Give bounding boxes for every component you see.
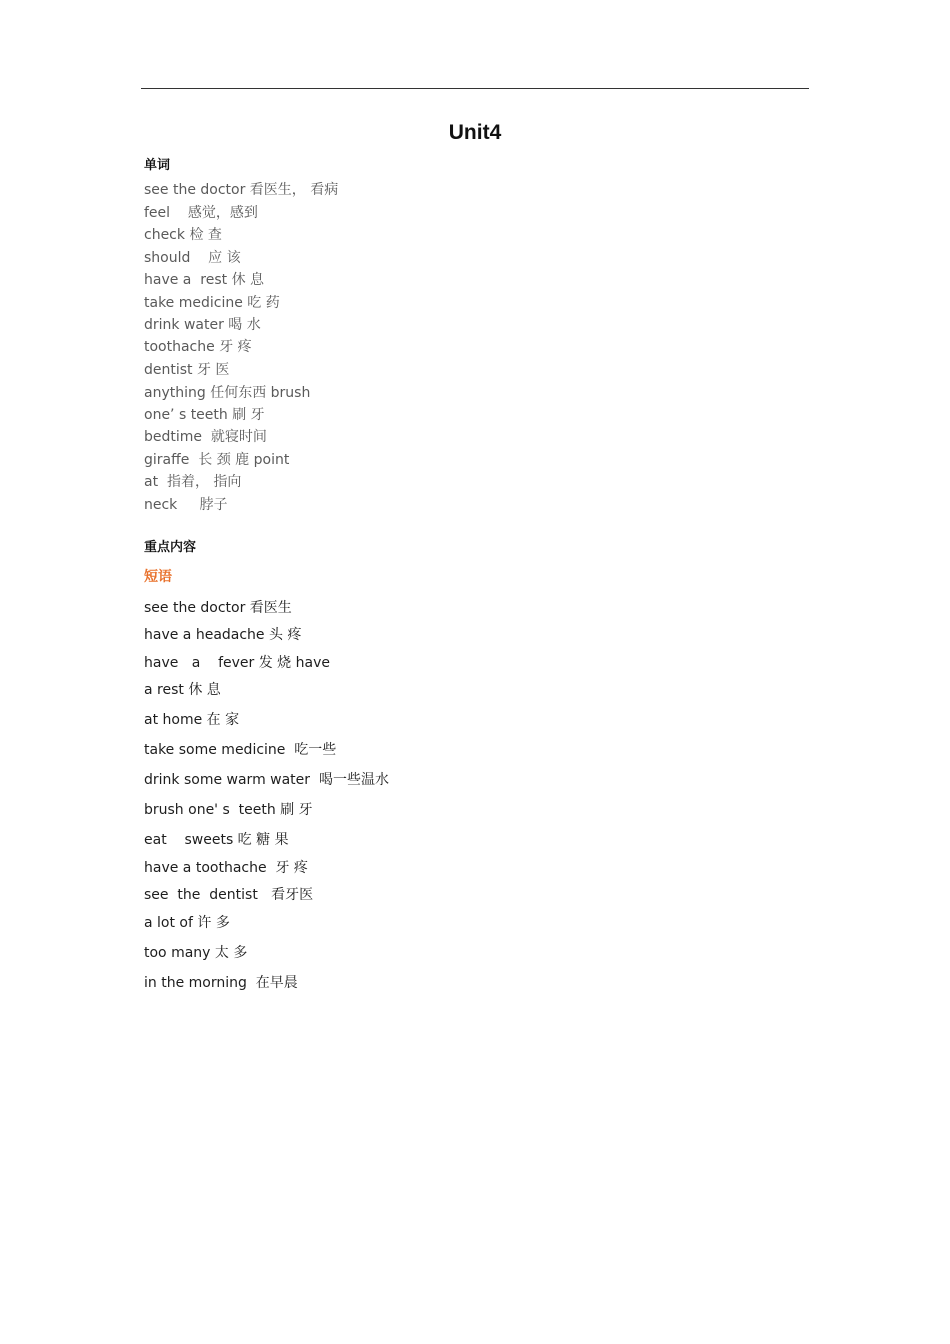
phrase-item: see the dentist 看牙医 bbox=[144, 887, 314, 903]
phrase-item: drink some warm water 喝一些温水 bbox=[144, 772, 389, 788]
phrases-heading: 短语 bbox=[144, 569, 172, 585]
vocab-item: dentist 牙 医 bbox=[144, 362, 230, 378]
phrase-item: a lot of 许 多 bbox=[144, 915, 230, 931]
phrase-item: see the doctor 看医生 bbox=[144, 600, 292, 616]
phrase-item: have a fever 发 烧 have bbox=[144, 655, 330, 671]
vocab-item: anything 任何东西 brush bbox=[144, 385, 311, 401]
phrase-item: in the morning 在早晨 bbox=[144, 975, 298, 991]
vocab-item: neck 脖子 bbox=[144, 497, 228, 513]
phrase-item: brush one' s teeth 刷 牙 bbox=[144, 802, 313, 818]
page-title: Unit4 bbox=[448, 121, 502, 144]
phrase-item: have a headache 头 疼 bbox=[144, 627, 302, 643]
phrase-item: too many 太 多 bbox=[144, 945, 248, 961]
header-rule bbox=[141, 88, 809, 89]
vocab-item: toothache 牙 疼 bbox=[144, 339, 252, 355]
phrase-item: eat sweets 吃 糖 果 bbox=[144, 832, 289, 848]
vocab-item: giraffe 长 颈 鹿 point bbox=[144, 452, 290, 468]
vocab-item: have a rest 休 息 bbox=[144, 272, 265, 288]
phrase-item: have a toothache 牙 疼 bbox=[144, 860, 308, 876]
phrase-item: a rest 休 息 bbox=[144, 682, 221, 698]
vocab-item: at 指着， 指向 bbox=[144, 474, 242, 490]
vocab-item: bedtime 就寝时间 bbox=[144, 429, 267, 445]
vocab-item: see the doctor 看医生， 看病 bbox=[144, 182, 339, 198]
phrase-item: at home 在 家 bbox=[144, 712, 240, 728]
vocab-heading: 单词 bbox=[144, 158, 171, 173]
vocab-item: one’ s teeth 刷 牙 bbox=[144, 407, 265, 423]
vocab-item: drink water 喝 水 bbox=[144, 317, 261, 333]
phrase-item: take some medicine 吃一些 bbox=[144, 742, 337, 758]
vocab-item: should 应 该 bbox=[144, 250, 241, 266]
vocab-item: take medicine 吃 药 bbox=[144, 295, 280, 311]
vocab-item: feel 感觉，感到 bbox=[144, 205, 258, 221]
vocab-item: check 检 查 bbox=[144, 227, 222, 243]
key-content-heading: 重点内容 bbox=[144, 540, 197, 555]
